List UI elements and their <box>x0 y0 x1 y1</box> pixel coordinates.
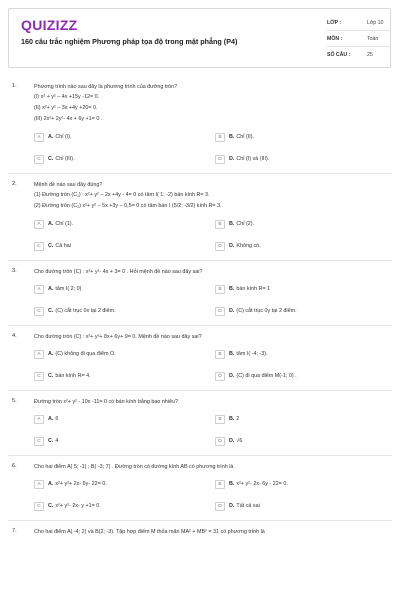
answer-checkbox[interactable]: D <box>215 155 225 164</box>
answer-letter: A. <box>48 286 54 292</box>
answer-text: Cả hai <box>55 243 71 249</box>
question-number: 2. <box>12 181 17 187</box>
answer-text: x²+ y²- 2x- y +1= 0. <box>55 503 101 509</box>
answer-checkbox[interactable]: D <box>215 437 225 446</box>
answer-option[interactable] <box>34 129 215 145</box>
answer-checkbox[interactable]: A <box>34 285 44 294</box>
answer-option[interactable] <box>34 368 215 384</box>
answer-checkbox[interactable]: D <box>215 372 225 381</box>
answer-text: Chỉ (I). <box>55 134 72 140</box>
answer-letter: D. <box>229 503 235 509</box>
question-number: 3. <box>12 268 17 274</box>
answer-options <box>34 129 396 167</box>
question-text: Đường tròn x²+ y² - 10x -11= 0 có bán kính bằng bao nhiêu? <box>34 399 178 405</box>
answer-letter: B. <box>229 416 235 422</box>
answer-letter: D. <box>229 243 235 249</box>
answer-text: (C) cắt trục 0x tại 2 điểm. <box>55 308 116 314</box>
question-number: 6. <box>12 463 17 469</box>
meta-value: Toán <box>367 35 379 42</box>
document-title: 160 câu trắc nghiệm Phương pháp tọa độ trong mặt phẳng (P4) <box>21 37 238 46</box>
question-statement: (2) Đường tròn (C₂) x²+ y² – 5x +3y – 0,5= 0 có tâm bán I (5/2; -3/2) kính R= 3. <box>34 203 222 209</box>
answer-row <box>34 216 396 232</box>
question-item <box>0 391 400 449</box>
answer-options <box>34 216 396 254</box>
answer-row <box>34 303 396 319</box>
answer-option[interactable] <box>34 151 215 167</box>
answer-letter: D. <box>229 308 235 314</box>
answer-text: Chỉ (1). <box>55 221 74 227</box>
answer-option[interactable] <box>215 129 396 145</box>
answer-option[interactable] <box>215 411 396 427</box>
answer-text: Tất cả sai <box>236 503 260 509</box>
answer-checkbox[interactable]: C <box>34 307 44 316</box>
answer-checkbox[interactable]: B <box>215 415 225 424</box>
answer-letter: C. <box>48 438 54 444</box>
answer-text: x²+ y²+ 2x- 6y- 22= 0. <box>55 481 107 487</box>
meta-row-class <box>327 15 391 31</box>
answer-letter: C. <box>48 243 54 249</box>
answer-option[interactable] <box>215 368 396 384</box>
answer-letter: A. <box>48 416 54 422</box>
question-text: Cho hai điểm A( 5; -1) ; B( -3; 7) . Đường tròn có đường kính AB có phương trình là <box>34 464 234 470</box>
answer-row <box>34 238 396 254</box>
answer-option[interactable] <box>34 498 215 514</box>
answer-checkbox[interactable]: C <box>34 242 44 251</box>
answer-option[interactable] <box>215 216 396 232</box>
answer-option[interactable] <box>34 411 215 427</box>
answer-letter: A. <box>48 221 54 227</box>
question-statement: (II) x²+ y² – 3x +4y +20= 0. <box>34 105 98 111</box>
answer-row <box>34 129 396 145</box>
answer-option[interactable] <box>215 151 396 167</box>
meta-table <box>327 15 391 62</box>
answer-row <box>34 368 396 384</box>
question-item <box>0 326 400 384</box>
answer-option[interactable] <box>34 303 215 319</box>
question-number: 7. <box>12 528 17 534</box>
answer-row <box>34 151 396 167</box>
question-number: 1. <box>12 83 17 89</box>
answer-letter: D. <box>229 438 235 444</box>
answer-option[interactable] <box>215 433 396 449</box>
answer-checkbox[interactable]: D <box>215 307 225 316</box>
answer-letter: C. <box>48 308 54 314</box>
question-text: Cho hai điểm A( -4; 2) và B(2; -3). Tập hợp điểm M thỏa mãn MA² + MB² = 31 có phương trình là <box>34 529 265 535</box>
question-item <box>0 76 400 167</box>
answer-text: 6 <box>55 416 59 422</box>
answer-option[interactable] <box>215 238 396 254</box>
answer-text: tâm I( 2; 0) <box>55 286 82 292</box>
answer-option[interactable] <box>215 281 396 297</box>
answer-text: bán kính R= 1 <box>236 286 271 292</box>
document-header <box>8 8 391 68</box>
question-number: 5. <box>12 398 17 404</box>
meta-row-subject <box>327 31 391 47</box>
meta-label: SỐ CÂU : <box>327 51 351 58</box>
answer-text: Chỉ (III). <box>55 156 75 162</box>
question-statement: (III) 2x²+ 2y²- 4x + 6y +1= 0 . <box>34 116 103 122</box>
answer-option[interactable] <box>34 346 215 362</box>
meta-value: Lớp 10 <box>367 19 384 26</box>
answer-options <box>34 346 396 384</box>
answer-letter: A. <box>48 351 54 357</box>
question-text: Cho đường tròn (C) : x²+ y²+ 8x+ 6y+ 9= 0. Mệnh đề nào sau đây sai? <box>34 334 202 340</box>
answer-row <box>34 476 396 492</box>
answer-letter: C. <box>48 373 54 379</box>
meta-label: MÔN : <box>327 35 343 42</box>
answer-option[interactable] <box>34 281 215 297</box>
answer-checkbox[interactable]: B <box>215 220 225 229</box>
answer-option[interactable] <box>34 476 215 492</box>
answer-row <box>34 346 396 362</box>
question-item <box>0 261 400 319</box>
answer-letter: A. <box>48 481 54 487</box>
answer-letter: A. <box>48 134 54 140</box>
question-item <box>0 521 400 537</box>
answer-text: Chỉ (2). <box>236 221 255 227</box>
answer-options <box>34 411 396 449</box>
answer-options <box>34 281 396 319</box>
answer-option[interactable] <box>34 238 215 254</box>
answer-letter: B. <box>229 221 235 227</box>
answer-options <box>34 476 396 514</box>
meta-value: 25 <box>367 51 373 58</box>
answer-checkbox[interactable]: D <box>215 242 225 251</box>
answer-checkbox[interactable]: A <box>34 133 44 142</box>
answer-option[interactable] <box>215 303 396 319</box>
answer-text: 4 <box>55 438 59 444</box>
answer-letter: B. <box>229 286 235 292</box>
quizizz-logo: QUIZIZZ <box>21 17 78 33</box>
answer-row <box>34 498 396 514</box>
question-item <box>0 174 400 254</box>
answer-checkbox[interactable]: A <box>34 220 44 229</box>
answer-text: (C) không đi qua điểm O. <box>55 351 116 357</box>
answer-text: (C) đi qua điểm M(-1; 0) . <box>236 373 297 379</box>
answer-row <box>34 433 396 449</box>
question-text: Phương trình nào sau đây là phương trình của đường tròn? <box>34 84 178 90</box>
question-item <box>0 456 400 514</box>
question-number: 4. <box>12 333 17 339</box>
answer-text: Không có. <box>236 243 261 249</box>
answer-checkbox[interactable]: C <box>34 502 44 511</box>
answer-checkbox[interactable]: A <box>34 350 44 359</box>
answer-checkbox[interactable]: B <box>215 285 225 294</box>
answer-checkbox[interactable]: A <box>34 415 44 424</box>
answer-checkbox[interactable]: A <box>34 480 44 489</box>
answer-letter: B. <box>229 351 235 357</box>
question-text: Cho đường tròn (C) : x²+ y²- 4x + 3= 0 . Hỏi mệnh đề nào sau đây sai? <box>34 269 203 275</box>
answer-letter: C. <box>48 156 54 162</box>
answer-text: (C) cắt trục 0y tại 2 điểm. <box>236 308 297 314</box>
answer-option[interactable] <box>215 476 396 492</box>
answer-checkbox[interactable]: B <box>215 480 225 489</box>
answer-option[interactable] <box>34 433 215 449</box>
answer-letter: B. <box>229 134 235 140</box>
answer-letter: C. <box>48 503 54 509</box>
answer-text: 2 <box>236 416 240 422</box>
answer-checkbox[interactable]: C <box>34 372 44 381</box>
answer-option[interactable] <box>215 346 396 362</box>
answer-option[interactable] <box>215 498 396 514</box>
question-statement: (I) x² + y² – 4x +15y -12= 0. <box>34 94 100 100</box>
meta-label: LỚP : <box>327 19 342 26</box>
answer-checkbox[interactable]: B <box>215 350 225 359</box>
answer-option[interactable] <box>34 216 215 232</box>
question-text: Mệnh đề nào sau đây đúng? <box>34 182 103 188</box>
answer-text: x²+ y²- 2x- 6y - 22= 0. <box>236 481 288 487</box>
question-list <box>0 76 400 537</box>
answer-letter: D. <box>229 373 235 379</box>
answer-checkbox[interactable]: B <box>215 133 225 142</box>
answer-letter: D. <box>229 156 235 162</box>
answer-checkbox[interactable]: C <box>34 155 44 164</box>
answer-text: bán kính R= 4. <box>55 373 91 379</box>
answer-checkbox[interactable]: C <box>34 437 44 446</box>
answer-text: Chỉ (I) và (III). <box>236 156 270 162</box>
answer-letter: B. <box>229 481 235 487</box>
answer-row <box>34 281 396 297</box>
answer-row <box>34 411 396 427</box>
answer-text: tâm I( -4; -3). <box>236 351 268 357</box>
answer-text: Chỉ (II). <box>236 134 255 140</box>
meta-row-count <box>327 47 391 62</box>
answer-checkbox[interactable]: D <box>215 502 225 511</box>
answer-text: √6 <box>236 438 243 444</box>
question-statement: (1) Đường tròn (C₁) : x²+ y² – 2x +4y - 4= 0 có tâm I( 1; -2) bán kính R= 3. <box>34 192 210 198</box>
